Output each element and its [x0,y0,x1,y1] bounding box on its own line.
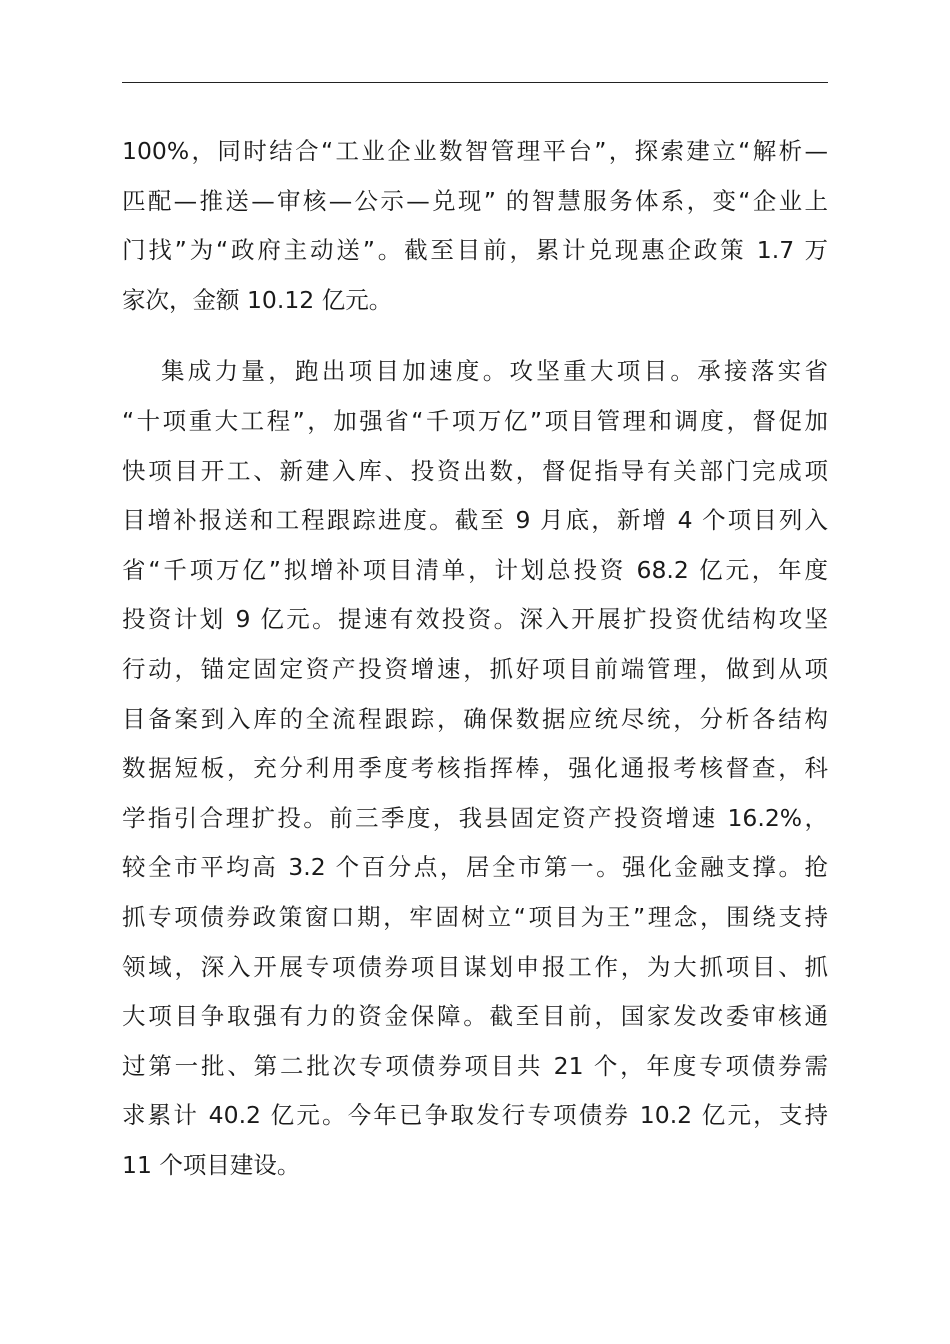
paragraph-1 [122,127,828,325]
text-line: 100%，同时结合“工业企业数智管理平台”，探索建立“解析— [122,137,828,165]
text-line: 求累计 40.2 亿元。今年已争取发行专项债券 10.2 亿元，支持 [122,1101,828,1130]
document-body [122,127,828,1190]
text-line: “十项重大工程”，加强省“千项万亿”项目管理和调度，督促加 [122,406,828,435]
text-line: 大项目争取强有力的资金保障。截至目前，国家发改委审核通 [122,1002,828,1031]
paragraph-spacer [122,325,828,347]
text-line: 目备案到入库的全流程跟踪，确保数据应统尽统，分析各结构 [122,704,828,733]
text-line: 抓专项债券政策窗口期，牢固树立“项目为王”理念，围绕支持 [122,902,828,931]
text-line: 省“千项万亿”拟增补项目清单，计划总投资 68.2 亿元，年度 [122,555,828,584]
text-line: 过第一批、第二批次专项债券项目共 21 个，年度专项债券需 [122,1051,828,1080]
text-line: 门找”为“政府主动送”。截至目前，累计兑现惠企政策 1.7 万 [122,236,828,265]
text-line: 目增补报送和工程跟踪进度。截至 9 月底，新增 4 个项目列入 [122,506,828,535]
paragraph-2 [122,347,828,1190]
text-line: 领域，深入开展专项债券项目谋划申报工作，为大抓项目、抓 [122,952,828,981]
text-line: 数据短板，充分利用季度考核指挥棒，强化通报考核督查，科 [122,754,828,783]
text-line: 行动，锚定固定资产投资增速，抓好项目前端管理，做到从项 [122,654,828,683]
text-line: 学指引合理扩投。前三季度，我县固定资产投资增速 16.2%， [122,803,828,832]
text-line: 投资计划 9 亿元。提速有效投资。深入开展扩投资优结构攻坚 [122,605,828,634]
text-line: 11 个项目建设。 [122,1150,301,1179]
text-line: 快项目开工、新建入库、投资出数，督促指导有关部门完成项 [122,456,828,485]
header-rule [122,82,828,83]
text-line: 集成力量，跑出项目加速度。攻坚重大项目。承接落实省 [161,357,828,386]
text-line: 家次，金额 10.12 亿元。 [122,285,393,314]
text-line: 较全市平均高 3.2 个百分点，居全市第一。强化金融支撑。抢 [122,853,828,882]
text-line: 匹配—推送—审核—公示—兑现” 的智慧服务体系，变“企业上 [122,186,828,215]
